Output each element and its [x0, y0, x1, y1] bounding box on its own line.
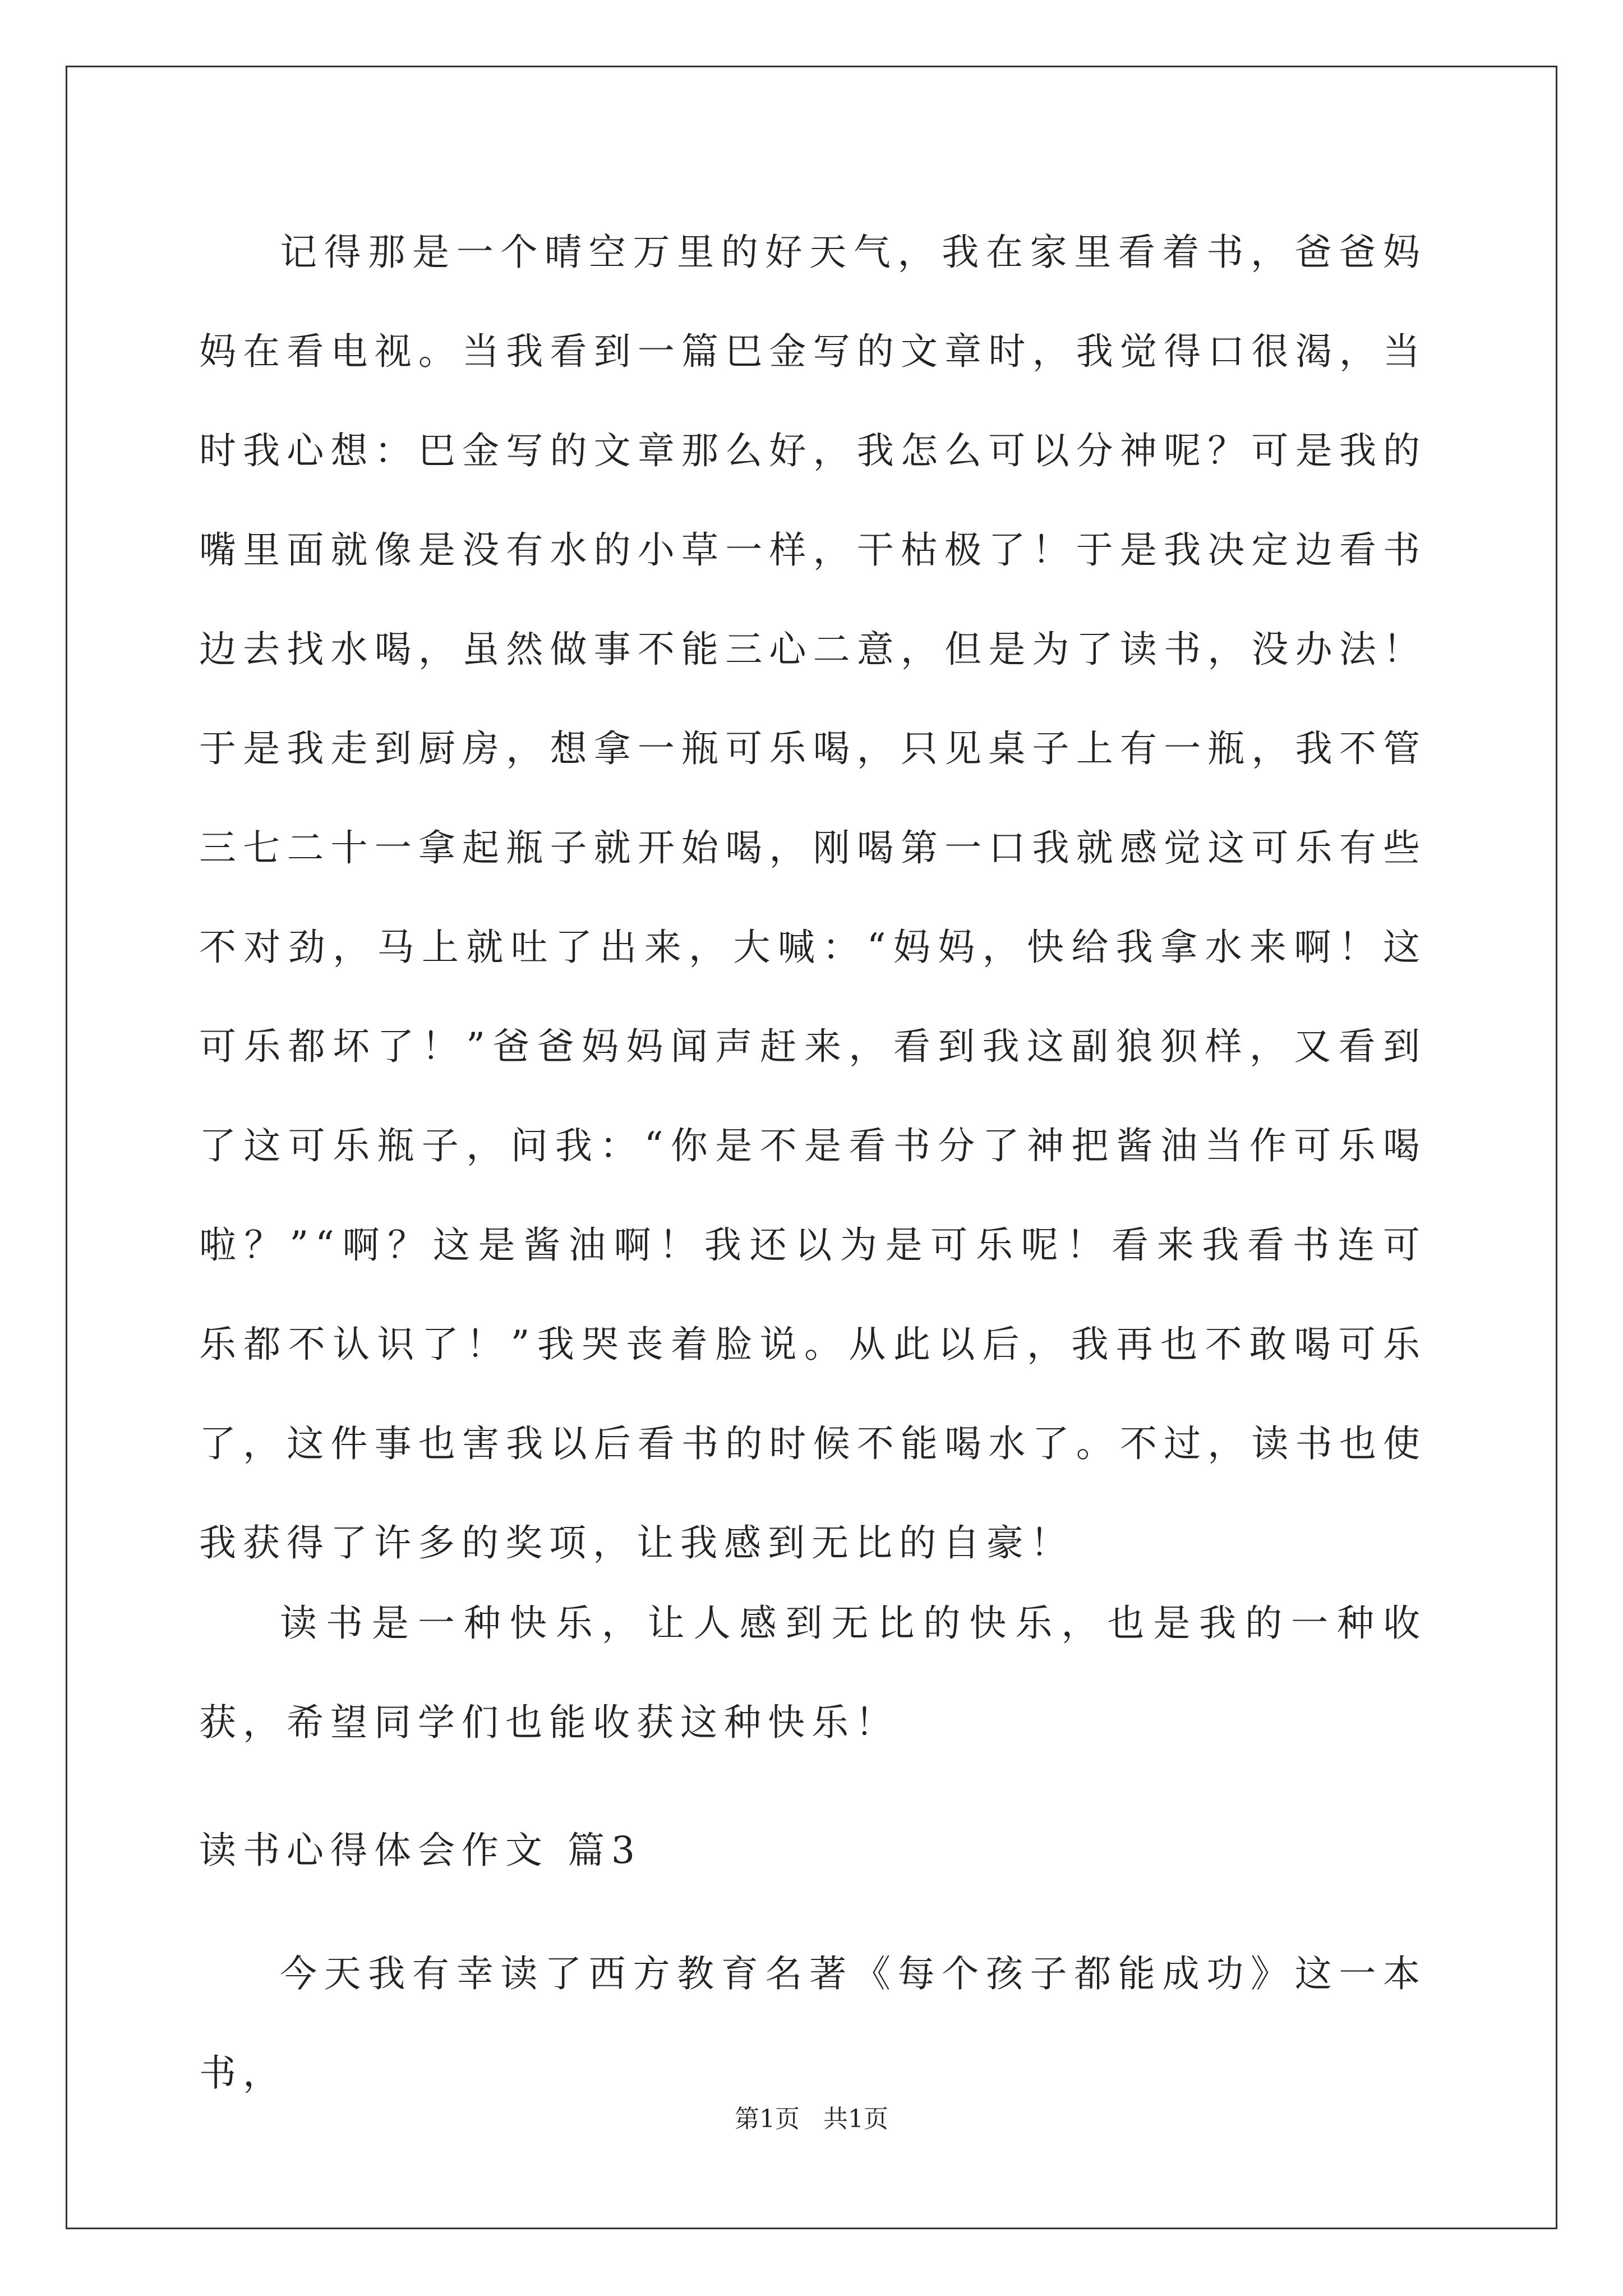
body-paragraph-3: 今天我有幸读了西方教育名著《每个孩子都能成功》这一本书，	[199, 1952, 1427, 2095]
section-heading: 读书心得体会作文 篇3	[199, 1829, 642, 1872]
body-paragraph-1: 记得那是一个晴空万里的好天气，我在家里看着书，爸爸妈妈在看电视。当我看到一篇巴金写的文章时，我觉得口很渴，当时我心想：巴金写的文章那么好，我怎么可以分神呢？可是我的嘴里面就像是没有水的小草一样，干枯极了！于是我决定边看书边去找水喝，虽然做事不能三心二意，但是为了读书，没办法！于是我走到厨房，想拿一瓶可乐喝，只见桌子上有一瓶，我不管三七二十一拿起瓶子就开始喝，刚喝第一口我就感觉这可乐有些不对劲，马上就吐了出来，大喊：“妈妈，快给我拿水来啊！这可乐都坏了！”爸爸妈妈闻声赶来，看到我这副狼狈样，又看到了这可乐瓶子，问我：“你是不是看书分了神把酱油当作可乐喝啦？”“啊？这是酱油啊！我还以为是可乐呢！看来我看书连可乐都不认识了！”我哭丧着脸说。从此以后，我再也不敢喝可乐了，这件事也害我以后看书的时候不能喝水了。不过，读书也使我获得了许多的奖项，让我感到无比的自豪！	[199, 231, 1427, 1565]
page-footer: 第1页 共1页	[735, 2105, 888, 2133]
body-paragraph-2: 读书是一种快乐，让人感到无比的快乐，也是我的一种收获，希望同学们也能收获这种快乐！	[199, 1602, 1427, 1744]
